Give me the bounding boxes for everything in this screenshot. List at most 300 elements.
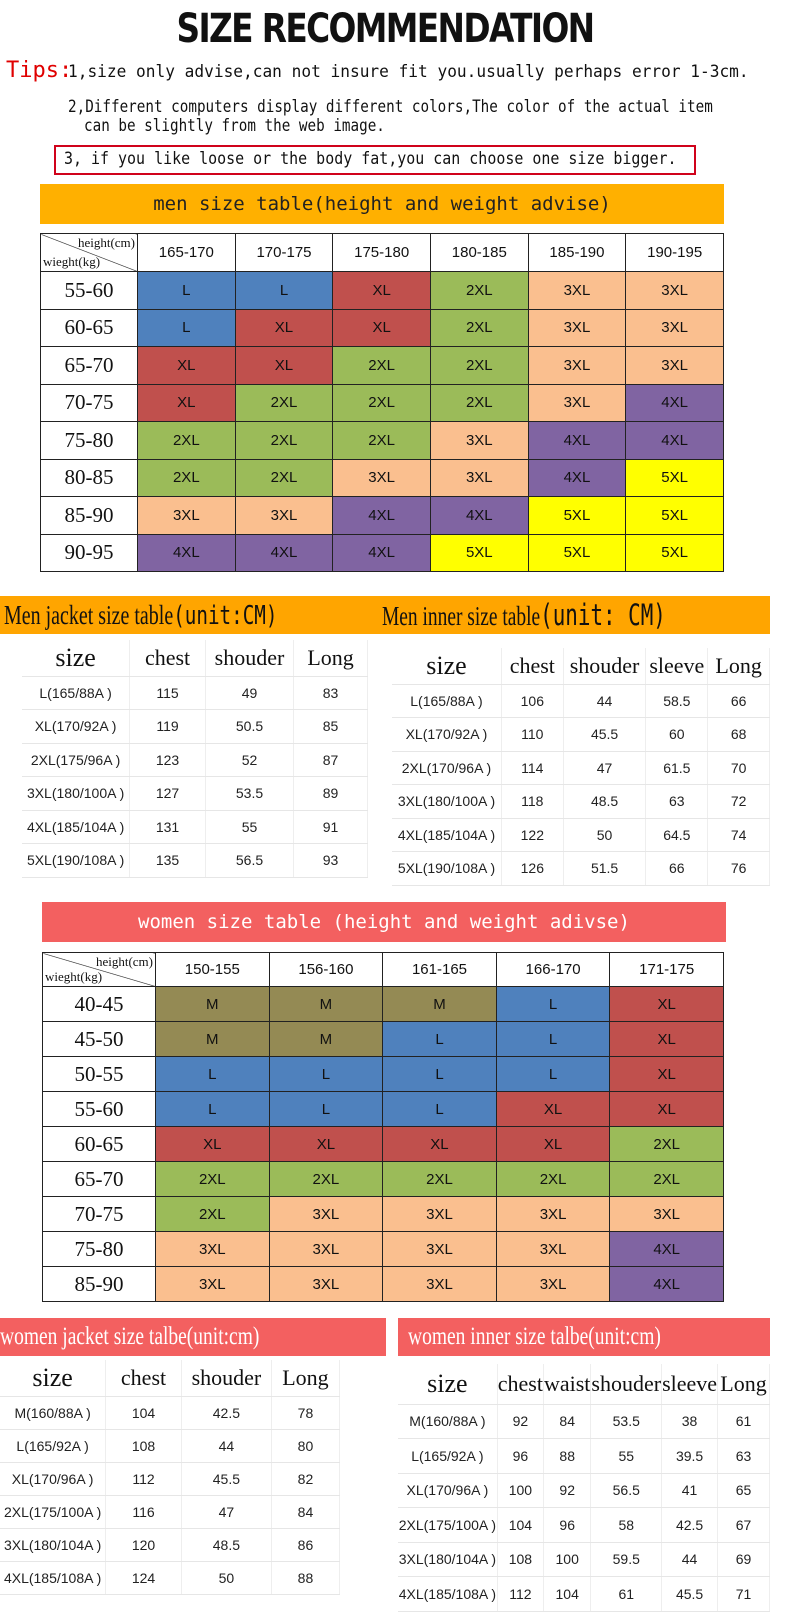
weight-row-header: 80-85 [41, 459, 138, 497]
spec-row [22, 710, 368, 744]
spec-value-cell: 65 [718, 1473, 770, 1508]
height-column-header: 190-195 [626, 234, 724, 272]
corner-weight-label: wieght(kg) [43, 254, 101, 269]
spec-size-cell: M(160/88A ) [0, 1396, 106, 1429]
size-cell: L [383, 1057, 497, 1092]
spec-value-cell: 84 [271, 1495, 339, 1528]
height-column-header: 156-160 [269, 953, 383, 987]
height-column-header: 170-175 [235, 234, 333, 272]
weight-row-header: 75-80 [43, 1232, 156, 1267]
height-column-header: 171-175 [610, 953, 724, 987]
spec-value-cell: 38 [662, 1404, 718, 1439]
spec-row [0, 1462, 340, 1495]
size-cell: M [383, 987, 497, 1022]
size-cell: L [269, 1057, 383, 1092]
grid-row [41, 422, 724, 460]
size-cell: 4XL [610, 1267, 724, 1302]
size-cell: L [138, 272, 236, 310]
spec-size-cell: XL(170/96A ) [0, 1462, 106, 1495]
men-jacket-unit: (unit:CM) [173, 601, 278, 631]
women-inner-table [398, 1364, 770, 1612]
spec-value-cell: 61.5 [646, 751, 708, 785]
size-cell: 2XL [383, 1162, 497, 1197]
size-cell: XL [333, 309, 431, 347]
spec-header-cell: shouder [181, 1360, 271, 1396]
spec-value-cell: 50 [181, 1561, 271, 1594]
size-cell: 3XL [626, 309, 724, 347]
spec-size-cell: L(165/92A ) [0, 1429, 106, 1462]
height-column-header: 161-165 [383, 953, 497, 987]
spec-size-cell: 5XL(190/108A ) [392, 852, 501, 886]
weight-row-header: 55-60 [43, 1092, 156, 1127]
height-column-header: 175-180 [333, 234, 431, 272]
spec-value-cell: 51.5 [563, 852, 646, 886]
spec-value-cell: 89 [294, 777, 368, 811]
size-cell: 2XL [610, 1127, 724, 1162]
size-cell: 4XL [333, 497, 431, 535]
weight-row-header: 50-55 [43, 1057, 156, 1092]
spec-value-cell: 63 [718, 1439, 770, 1474]
size-cell: XL [138, 347, 236, 385]
grid-row [43, 1127, 724, 1162]
spec-header-cell: Long [271, 1360, 339, 1396]
spec-value-cell: 112 [106, 1462, 182, 1495]
size-cell: XL [610, 1022, 724, 1057]
spec-value-cell: 72 [708, 785, 770, 819]
size-cell: XL [235, 309, 333, 347]
spec-row [22, 844, 368, 878]
size-cell: 3XL [269, 1267, 383, 1302]
spec-value-cell: 108 [497, 1542, 543, 1577]
spec-value-cell: 96 [543, 1508, 590, 1543]
spec-size-cell: 5XL(190/108A ) [22, 844, 130, 878]
size-cell: 3XL [610, 1197, 724, 1232]
size-cell: 3XL [496, 1197, 610, 1232]
spec-row [392, 785, 770, 819]
spec-size-cell: XL(170/92A ) [392, 718, 501, 752]
size-cell: 4XL [333, 534, 431, 572]
height-column-header: 166-170 [496, 953, 610, 987]
spec-value-cell: 47 [181, 1495, 271, 1528]
size-cell: XL [610, 1057, 724, 1092]
spec-row [22, 777, 368, 811]
spec-value-cell: 114 [501, 751, 563, 785]
spec-row [22, 810, 368, 844]
spec-row [0, 1561, 340, 1594]
spec-value-cell: 106 [501, 684, 563, 718]
spec-value-cell: 92 [543, 1473, 590, 1508]
size-cell: XL [496, 1127, 610, 1162]
spec-value-cell: 74 [708, 818, 770, 852]
size-cell: 4XL [610, 1232, 724, 1267]
spec-header-row [22, 640, 368, 676]
weight-row-header: 40-45 [43, 987, 156, 1022]
size-cell: M [156, 1022, 270, 1057]
spec-value-cell: 116 [106, 1495, 182, 1528]
spec-value-cell: 112 [497, 1577, 543, 1612]
spec-value-cell: 104 [106, 1396, 182, 1429]
size-cell: XL [610, 1092, 724, 1127]
grid-row [41, 347, 724, 385]
size-cell: 3XL [496, 1232, 610, 1267]
corner-weight-label: wieght(kg) [45, 969, 103, 984]
size-cell: L [235, 272, 333, 310]
weight-row-header: 60-65 [43, 1127, 156, 1162]
spec-value-cell: 44 [563, 684, 646, 718]
spec-value-cell: 86 [271, 1528, 339, 1561]
spec-value-cell: 119 [130, 710, 206, 744]
men-inner-unit: (unit: CM) [540, 598, 666, 632]
size-cell: L [138, 309, 236, 347]
spec-row [392, 818, 770, 852]
weight-row-header: 70-75 [43, 1197, 156, 1232]
size-cell: XL [496, 1092, 610, 1127]
tips-label: Tips: [6, 58, 73, 83]
tip-1: 1,size only advise,can not insure fit you.usually perhaps error 1-3cm. [68, 62, 749, 82]
size-cell: 3XL [626, 272, 724, 310]
size-cell: 3XL [528, 309, 626, 347]
size-cell: L [383, 1022, 497, 1057]
spec-value-cell: 66 [646, 852, 708, 886]
tip-2-line-2: can be slightly from the web image. [84, 116, 385, 136]
spec-value-cell: 96 [497, 1439, 543, 1474]
spec-value-cell: 45.5 [181, 1462, 271, 1495]
grid-header-row [43, 953, 724, 987]
spec-value-cell: 58.5 [646, 684, 708, 718]
men-jacket-title-text: Men jacket size table [4, 600, 174, 630]
size-cell: 3XL [496, 1267, 610, 1302]
spec-value-cell: 126 [501, 852, 563, 886]
men-size-banner-text: men size table(height and weight advise) [153, 193, 611, 215]
spec-row [398, 1542, 770, 1577]
spec-row [392, 751, 770, 785]
size-cell: 2XL [138, 459, 236, 497]
spec-header-cell: shouder [591, 1364, 662, 1404]
spec-header-cell: chest [106, 1360, 182, 1396]
spec-size-cell: 3XL(180/104A ) [0, 1528, 106, 1561]
weight-row-header: 90-95 [41, 534, 138, 572]
spec-header-cell: shouder [563, 648, 646, 684]
spec-value-cell: 44 [662, 1542, 718, 1577]
size-cell: 3XL [383, 1267, 497, 1302]
spec-value-cell: 76 [708, 852, 770, 886]
spec-value-cell: 100 [543, 1542, 590, 1577]
spec-value-cell: 45.5 [563, 718, 646, 752]
spec-value-cell: 85 [294, 710, 368, 744]
weight-row-header: 85-90 [43, 1267, 156, 1302]
spec-value-cell: 131 [130, 810, 206, 844]
spec-size-cell: L(165/88A ) [22, 676, 130, 710]
spec-value-cell: 82 [271, 1462, 339, 1495]
spec-header-cell: Long [294, 640, 368, 676]
weight-row-header: 65-70 [43, 1162, 156, 1197]
page-title: SIZE RECOMMENDATION [176, 6, 594, 52]
size-cell: 3XL [528, 384, 626, 422]
size-cell: 3XL [156, 1232, 270, 1267]
size-cell: 5XL [430, 534, 528, 572]
spec-size-cell: 4XL(185/104A ) [392, 818, 501, 852]
size-cell: 4XL [430, 497, 528, 535]
size-cell: 2XL [235, 459, 333, 497]
size-cell: XL [235, 347, 333, 385]
grid-row [41, 272, 724, 310]
spec-header-cell: size [0, 1360, 106, 1396]
spec-header-cell: Long [718, 1364, 770, 1404]
tip-2-line-1: 2,Different computers display different colors,The color of the actual item [68, 97, 713, 117]
women-size-banner-text: women size table (height and weight adivse) [138, 911, 630, 933]
spec-size-cell: XL(170/96A ) [398, 1473, 497, 1508]
spec-value-cell: 71 [718, 1577, 770, 1612]
spec-value-cell: 84 [543, 1404, 590, 1439]
weight-row-header: 60-65 [41, 309, 138, 347]
spec-value-cell: 83 [294, 676, 368, 710]
size-cell: 3XL [528, 347, 626, 385]
size-cell: L [269, 1092, 383, 1127]
spec-value-cell: 42.5 [181, 1396, 271, 1429]
spec-value-cell: 91 [294, 810, 368, 844]
spec-header-cell: size [398, 1364, 497, 1404]
spec-value-cell: 68 [708, 718, 770, 752]
spec-row [392, 718, 770, 752]
size-cell: XL [383, 1127, 497, 1162]
spec-value-cell: 50 [563, 818, 646, 852]
spec-row [0, 1429, 340, 1462]
size-cell: M [156, 987, 270, 1022]
spec-header-cell: chest [497, 1364, 543, 1404]
spec-header-cell: size [392, 648, 501, 684]
weight-row-header: 85-90 [41, 497, 138, 535]
size-cell: 2XL [333, 347, 431, 385]
spec-value-cell: 110 [501, 718, 563, 752]
spec-size-cell: 3XL(180/104A ) [398, 1542, 497, 1577]
spec-header-cell: sleeve [646, 648, 708, 684]
size-cell: 2XL [430, 347, 528, 385]
women-jacket-title: women jacket size talbe(unit:cm) [0, 1323, 260, 1350]
spec-value-cell: 135 [130, 844, 206, 878]
men-size-grid [40, 233, 724, 572]
spec-value-cell: 42.5 [662, 1508, 718, 1543]
size-cell: 5XL [626, 459, 724, 497]
spec-value-cell: 108 [106, 1429, 182, 1462]
size-cell: XL [156, 1127, 270, 1162]
spec-size-cell: 2XL(175/96A ) [22, 743, 130, 777]
size-cell: L [496, 1057, 610, 1092]
spec-value-cell: 87 [294, 743, 368, 777]
spec-value-cell: 69 [718, 1542, 770, 1577]
size-cell: 4XL [528, 422, 626, 460]
spec-value-cell: 60 [646, 718, 708, 752]
grid-corner-cell [41, 234, 138, 272]
spec-value-cell: 67 [718, 1508, 770, 1543]
women-size-grid [42, 952, 724, 1302]
weight-row-header: 45-50 [43, 1022, 156, 1057]
spec-size-cell: 2XL(175/100A ) [398, 1508, 497, 1543]
grid-row [43, 1232, 724, 1267]
women-size-banner [42, 902, 726, 942]
spec-value-cell: 58 [591, 1508, 662, 1543]
spec-value-cell: 56.5 [591, 1473, 662, 1508]
spec-size-cell: M(160/88A ) [398, 1404, 497, 1439]
size-cell: 5XL [626, 497, 724, 535]
height-column-header: 165-170 [138, 234, 236, 272]
spec-value-cell: 115 [130, 676, 206, 710]
spec-row [392, 852, 770, 886]
spec-row [0, 1495, 340, 1528]
size-cell: 3XL [626, 347, 724, 385]
spec-value-cell: 55 [591, 1439, 662, 1474]
size-cell: 3XL [269, 1232, 383, 1267]
height-column-header: 185-190 [528, 234, 626, 272]
grid-row [43, 1162, 724, 1197]
spec-row [398, 1404, 770, 1439]
grid-row [43, 1022, 724, 1057]
grid-row [41, 459, 724, 497]
spec-value-cell: 122 [501, 818, 563, 852]
men-inner-table [392, 648, 770, 886]
size-cell: 5XL [528, 534, 626, 572]
spec-header-row [0, 1360, 340, 1396]
spec-row [22, 743, 368, 777]
spec-value-cell: 64.5 [646, 818, 708, 852]
size-cell: 3XL [383, 1232, 497, 1267]
spec-size-cell: L(165/88A ) [392, 684, 501, 718]
size-cell: 3XL [430, 459, 528, 497]
men-inner-title [382, 598, 666, 632]
size-cell: L [496, 1022, 610, 1057]
weight-row-header: 70-75 [41, 384, 138, 422]
spec-row [0, 1528, 340, 1561]
spec-value-cell: 78 [271, 1396, 339, 1429]
spec-value-cell: 45.5 [662, 1577, 718, 1612]
spec-value-cell: 50.5 [205, 710, 293, 744]
spec-value-cell: 100 [497, 1473, 543, 1508]
size-cell: 2XL [430, 384, 528, 422]
spec-size-cell: 3XL(180/100A ) [22, 777, 130, 811]
spec-value-cell: 48.5 [563, 785, 646, 819]
size-cell: 3XL [333, 459, 431, 497]
spec-value-cell: 66 [708, 684, 770, 718]
spec-value-cell: 52 [205, 743, 293, 777]
grid-header-row [41, 234, 724, 272]
spec-value-cell: 88 [271, 1561, 339, 1594]
spec-value-cell: 92 [497, 1404, 543, 1439]
size-cell: 4XL [626, 384, 724, 422]
spec-size-cell: 4XL(185/108A ) [0, 1561, 106, 1594]
spec-size-cell: 4XL(185/108A ) [398, 1577, 497, 1612]
spec-size-cell: 4XL(185/104A ) [22, 810, 130, 844]
size-cell: M [269, 1022, 383, 1057]
spec-header-row [392, 648, 770, 684]
size-cell: 2XL [333, 384, 431, 422]
grid-row [43, 1057, 724, 1092]
size-cell: M [269, 987, 383, 1022]
spec-value-cell: 55 [205, 810, 293, 844]
spec-row [398, 1439, 770, 1474]
height-column-header: 150-155 [156, 953, 270, 987]
size-cell: L [496, 987, 610, 1022]
size-cell: 2XL [235, 384, 333, 422]
size-cell: L [156, 1057, 270, 1092]
spec-value-cell: 123 [130, 743, 206, 777]
size-cell: 2XL [156, 1162, 270, 1197]
size-cell: 2XL [235, 422, 333, 460]
corner-height-label: height(cm) [95, 954, 153, 969]
size-cell: 4XL [235, 534, 333, 572]
size-cell: 3XL [138, 497, 236, 535]
size-cell: 4XL [528, 459, 626, 497]
spec-size-cell: L(165/92A ) [398, 1439, 497, 1474]
grid-row [43, 1092, 724, 1127]
size-cell: 3XL [156, 1267, 270, 1302]
grid-row [41, 534, 724, 572]
spec-value-cell: 118 [501, 785, 563, 819]
weight-row-header: 65-70 [41, 347, 138, 385]
spec-size-cell: XL(170/92A ) [22, 710, 130, 744]
men-jacket-table [22, 640, 368, 878]
spec-header-cell: waist [543, 1364, 590, 1404]
size-cell: XL [138, 384, 236, 422]
spec-value-cell: 63 [646, 785, 708, 819]
spec-value-cell: 120 [106, 1528, 182, 1561]
spec-value-cell: 44 [181, 1429, 271, 1462]
spec-header-cell: chest [130, 640, 206, 676]
spec-value-cell: 39.5 [662, 1439, 718, 1474]
spec-header-cell: Long [708, 648, 770, 684]
spec-header-cell: size [22, 640, 130, 676]
spec-row [392, 684, 770, 718]
spec-value-cell: 41 [662, 1473, 718, 1508]
weight-row-header: 75-80 [41, 422, 138, 460]
spec-value-cell: 47 [563, 751, 646, 785]
grid-row [41, 384, 724, 422]
men-size-banner [40, 184, 724, 224]
grid-row [43, 1267, 724, 1302]
spec-header-cell: shouder [205, 640, 293, 676]
size-cell: 2XL [430, 272, 528, 310]
size-cell: XL [333, 272, 431, 310]
size-cell: 2XL [610, 1162, 724, 1197]
spec-value-cell: 70 [708, 751, 770, 785]
spec-value-cell: 104 [497, 1508, 543, 1543]
size-cell: 5XL [626, 534, 724, 572]
grid-row [43, 1197, 724, 1232]
spec-value-cell: 61 [591, 1577, 662, 1612]
spec-size-cell: 2XL(175/100A ) [0, 1495, 106, 1528]
size-cell: 2XL [333, 422, 431, 460]
size-cell: 2XL [138, 422, 236, 460]
women-inner-title: women inner size talbe(unit:cm) [408, 1323, 661, 1350]
grid-row [43, 987, 724, 1022]
height-column-header: 180-185 [430, 234, 528, 272]
spec-row [22, 676, 368, 710]
spec-row [0, 1396, 340, 1429]
spec-value-cell: 53.5 [591, 1404, 662, 1439]
size-cell: XL [610, 987, 724, 1022]
women-jacket-table [0, 1360, 340, 1595]
tip-3: 3, if you like loose or the body fat,you can choose one size bigger. [64, 149, 677, 169]
spec-header-row [398, 1364, 770, 1404]
size-cell: XL [269, 1127, 383, 1162]
size-cell: 2XL [269, 1162, 383, 1197]
weight-row-header: 55-60 [41, 272, 138, 310]
size-cell: 5XL [528, 497, 626, 535]
spec-value-cell: 124 [106, 1561, 182, 1594]
spec-value-cell: 53.5 [205, 777, 293, 811]
size-cell: 4XL [626, 422, 724, 460]
size-cell: 4XL [138, 534, 236, 572]
spec-value-cell: 93 [294, 844, 368, 878]
men-inner-title-text: Men inner size table [382, 601, 541, 631]
